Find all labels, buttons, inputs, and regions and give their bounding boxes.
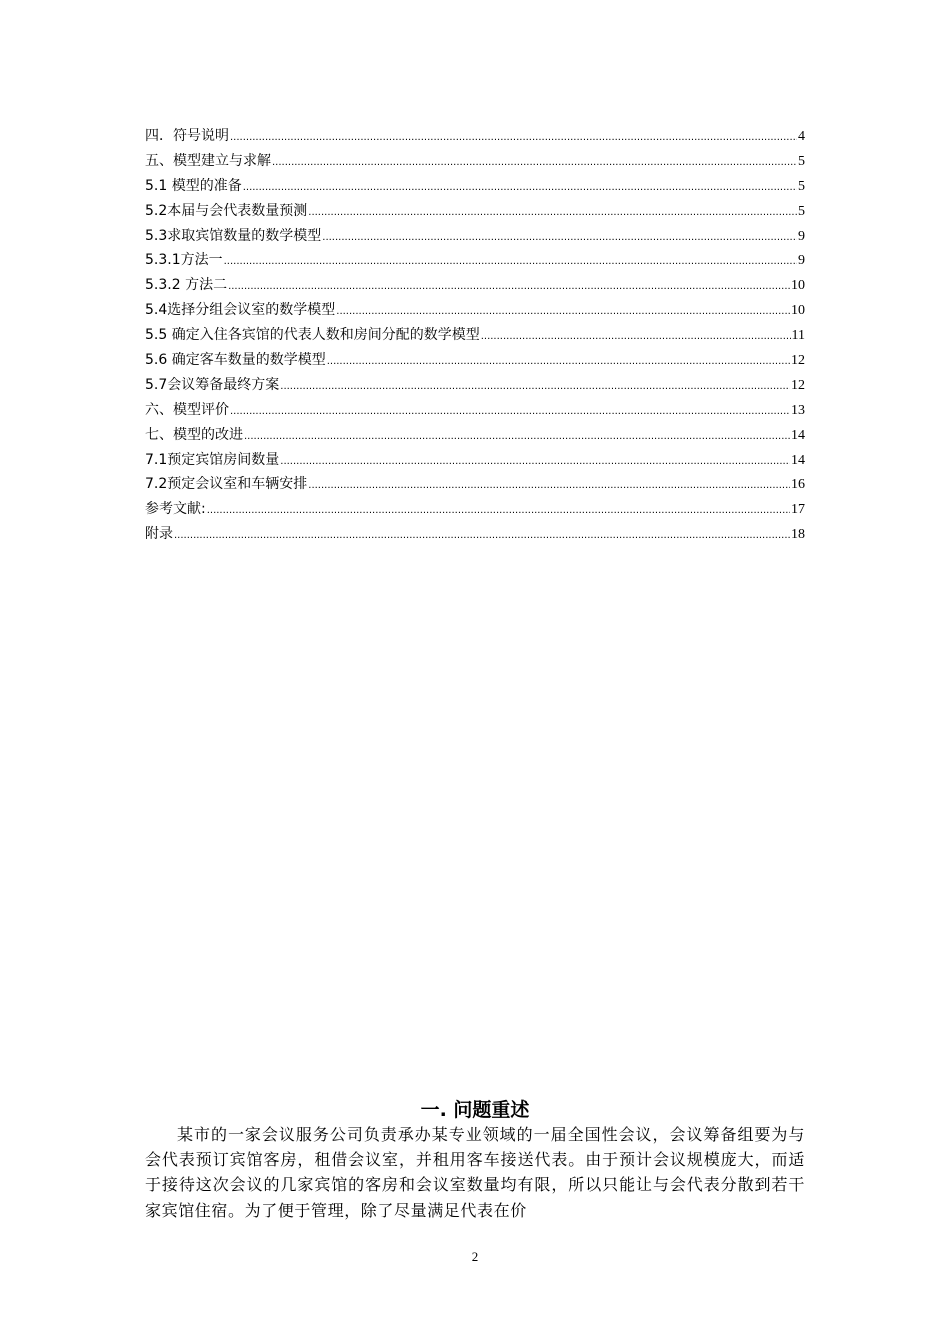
toc-dot-leader xyxy=(322,228,797,244)
toc-dot-leader xyxy=(244,427,790,443)
toc-entry-page: 11 xyxy=(791,328,805,344)
toc-entry-page: 5 xyxy=(798,203,805,219)
toc-entry[interactable] xyxy=(145,249,805,274)
toc-dot-leader xyxy=(308,203,797,219)
toc-entry-label: 附录 xyxy=(145,526,173,543)
toc-dot-leader xyxy=(327,352,790,368)
toc-dot-leader xyxy=(280,452,790,468)
toc-entry-label: 5.3.1方法一 xyxy=(145,252,223,269)
toc-entry-label: 7.1预定宾馆房间数量 xyxy=(145,451,280,468)
toc-entry[interactable] xyxy=(145,324,805,349)
toc-entry-page: 5 xyxy=(798,178,805,194)
toc-entry-page: 12 xyxy=(791,353,805,369)
toc-entry-page: 4 xyxy=(798,129,805,144)
toc-entry-label: 5.3求取宾馆数量的数学模型 xyxy=(145,227,322,244)
toc-entry-page: 10 xyxy=(791,278,805,294)
toc-entry[interactable] xyxy=(145,473,805,498)
toc-entry-page: 10 xyxy=(791,303,805,319)
toc-entry-page: 9 xyxy=(798,253,805,269)
toc-dot-leader xyxy=(228,277,790,293)
toc-entry[interactable] xyxy=(145,175,805,200)
toc-entry[interactable] xyxy=(145,399,805,424)
toc-entry[interactable] xyxy=(145,523,805,548)
toc-dot-leader xyxy=(481,327,791,343)
toc-dot-leader xyxy=(272,153,797,169)
toc-dot-leader xyxy=(230,128,797,144)
toc-entry-page: 16 xyxy=(791,477,805,493)
toc-entry[interactable] xyxy=(145,349,805,374)
toc-entry[interactable] xyxy=(145,125,805,150)
toc-entry-label: 5.1 模型的准备 xyxy=(145,177,242,194)
toc-entry[interactable] xyxy=(145,200,805,225)
page-number: 2 xyxy=(471,1249,479,1264)
toc-entry-label: 5.3.2 方法二 xyxy=(145,277,228,294)
toc-entry-label: 六、模型评价 xyxy=(145,401,229,418)
toc-entry-label: 5.7会议筹备最终方案 xyxy=(145,376,280,393)
table-of-contents xyxy=(145,125,805,548)
toc-dot-leader xyxy=(224,252,797,268)
toc-entry-page: 18 xyxy=(791,527,805,543)
toc-entry-page: 13 xyxy=(791,402,805,418)
toc-entry-label: 参考文献: xyxy=(145,501,206,518)
toc-entry-label: 5.4选择分组会议室的数学模型 xyxy=(145,302,336,319)
toc-dot-leader xyxy=(280,377,790,393)
toc-entry-label: 7.2预定会议室和车辆安排 xyxy=(145,476,308,493)
toc-entry-label: 四．符号说明 xyxy=(145,128,229,144)
toc-dot-leader xyxy=(243,178,797,194)
toc-dot-leader xyxy=(207,501,790,517)
toc-entry-page: 9 xyxy=(798,228,805,244)
section-heading: 一. 问题重述 xyxy=(420,1099,530,1121)
toc-entry-label: 5.2本届与会代表数量预测 xyxy=(145,202,308,219)
body-paragraph: 某市的一家会议服务公司负责承办某专业领域的一届全国性会议，会议筹备组要为与会代表预订宾馆客房，租借会议室，并租用客车接送代表。由于预计会议规模庞大，而适于接待这次会议的几家宾馆的客房和会议室数量均有限，所以只能让与会代表分散到若干家宾馆住宿。为了便于管理，除了尽量满足代表在价 xyxy=(145,1125,805,1220)
toc-dot-leader xyxy=(336,302,790,318)
toc-entry[interactable] xyxy=(145,449,805,474)
toc-entry-label: 七、模型的改进 xyxy=(145,426,243,443)
toc-entry-label: 5.5 确定入住各宾馆的代表人数和房间分配的数学模型 xyxy=(145,327,480,344)
toc-entry-label: 5.6 确定客车数量的数学模型 xyxy=(145,352,326,369)
toc-entry[interactable] xyxy=(145,150,805,175)
toc-entry-page: 5 xyxy=(798,153,805,169)
toc-entry[interactable] xyxy=(145,424,805,449)
toc-entry-page: 17 xyxy=(791,502,805,518)
toc-entry-page: 14 xyxy=(791,427,805,443)
toc-dot-leader xyxy=(174,526,790,542)
toc-entry-label: 五、模型建立与求解 xyxy=(145,152,271,169)
toc-entry[interactable] xyxy=(145,299,805,324)
toc-entry-page: 14 xyxy=(791,452,805,468)
toc-dot-leader xyxy=(230,402,790,418)
toc-entry-page: 12 xyxy=(791,377,805,393)
toc-entry[interactable] xyxy=(145,274,805,299)
toc-dot-leader xyxy=(308,476,790,492)
toc-entry[interactable] xyxy=(145,225,805,250)
toc-entry[interactable] xyxy=(145,498,805,523)
toc-entry[interactable] xyxy=(145,374,805,399)
